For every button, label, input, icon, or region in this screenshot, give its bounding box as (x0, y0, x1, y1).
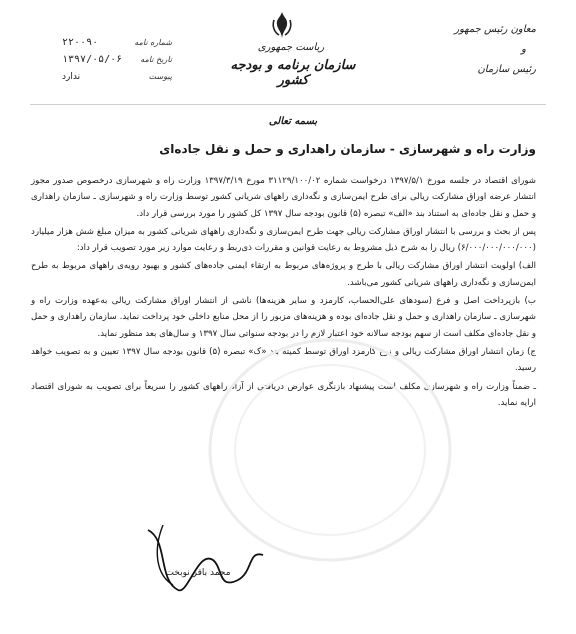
ref-attachment-value: ندارد (62, 72, 81, 82)
reference-block (62, 34, 172, 86)
sender-title (436, 20, 536, 80)
body-paragraph: شورای اقتصاد در جلسه مورخ ۱۳۹۷/۵/۱ درخواست شماره ۳۱۱۲۹/۱۰۰/۰۲ مورخ ۱۳۹۷/۳/۱۹ وزارت راه و شهرسازی درخصوص صدور مجوز انتشار عرضه اوراق مشارکت ریالی برای طرح ایمن‌سازی و نگه‌داری راههای شریانی کشور توسط وزارت راه و شهرسازی ـ سازمان راهداری و حمل و نقل جاده‌ای به استناد بند «الف» تبصره (۵) قانون بودجه سال ۱۳۹۷ کل کشور را مورد بررسی قرار داد. (31, 176, 536, 219)
body-paragraph: ب) بازپرداخت اصل و فرع (سودهای علی‌الحساب، کارمزد و سایر هزینه‌ها) ناشی از انتشار اوراق مشارکت ریالی به‌عهده وزارت راه و شهرسازی ـ سازمان راهداری و حمل و نقل جاده‌ای بوده و هزینه‌های مزبور را از محل منابع داخلی خود پرداخت نماید. سازمان راهداری و حمل و نقل جاده‌ای مکلف است از سهم بودجه سالانه خود اعتبار لازم را در بودجه سنواتی سال ۱۳۹۷ و سال‌های بعد منظور نماید. (31, 296, 536, 339)
bismillah-heading: بسمه تعالی (268, 116, 318, 127)
ref-date-row (62, 51, 172, 68)
body-paragraph: ج) زمان انتشار اوراق مشارکت ریالی و نرخ کارمزد اوراق توسط کمیته بند «ک» تبصره (۵) قانون بودجه سال ۱۳۹۷ تعیین و به تصویب خواهد رسید. (31, 346, 536, 374)
ref-date-value: ۱۳۹۷/۰۵/۰۶ (62, 54, 123, 65)
signatory-name: محمد باقر نوبخت (165, 568, 231, 578)
ref-attachment-row (62, 68, 172, 86)
ref-number-value: ۲۲۰۰۹۰ (62, 37, 99, 48)
body-paragraph: پس از بحث و بررسی با انتشار اوراق مشارکت ریالی جهت طرح ایمن‌سازی و نگه‌داری راههای شریانی کشور به میزان مبلغ شش هزار میلیارد (۶/۰۰۰/۰۰۰/۰۰۰/۰۰۰) ریال را به شرح ذیل مشروط به رعایت قوانین و مقررات ذی‌ربط و رعایت موارد زیر مورد تصویب قرار داد: (31, 226, 536, 254)
header-divider (30, 104, 546, 105)
sender-title-line1: معاون رئیس جمهور (454, 24, 536, 35)
sender-title-line2: و (521, 44, 526, 55)
ref-number-label: شماره نامه (134, 38, 172, 47)
recipient-line: وزارت راه و شهرسازی - سازمان راهداری و حمل و نقل جاده‌ای (159, 142, 536, 156)
ref-number-row (62, 34, 172, 51)
org-subtitle: ریاست جمهوری (257, 42, 325, 53)
org-title: سازمان برنامه و بودجه کشور (230, 58, 356, 88)
ref-attachment-label: پیوست (148, 72, 172, 81)
ref-date-label: تاریخ نامه (140, 55, 172, 64)
body-paragraph: الف) اولویت انتشار اوراق مشارکت ریالی با طرح و پروژه‌های مربوط به ارتقاء ایمنی جاده‌های کشور و بهبود رویه‌ی راههای مربوط به طرح ایمن‌سازی و نگه‌داری راههای شریانی کشور می‌باشد. (31, 261, 536, 288)
sender-title-line3: رئیس سازمان (477, 64, 536, 75)
emblem-icon (270, 10, 294, 40)
signature-icon (128, 520, 278, 610)
body-paragraph: ـ ضمناً وزارت راه و شهرسازی مکلف است پیشنهاد بازنگری عوارض دریافتی از آزاد راههای کشور را سریعاً برای تصویب به شورای اقتصاد ارایه نماید. (31, 381, 536, 408)
